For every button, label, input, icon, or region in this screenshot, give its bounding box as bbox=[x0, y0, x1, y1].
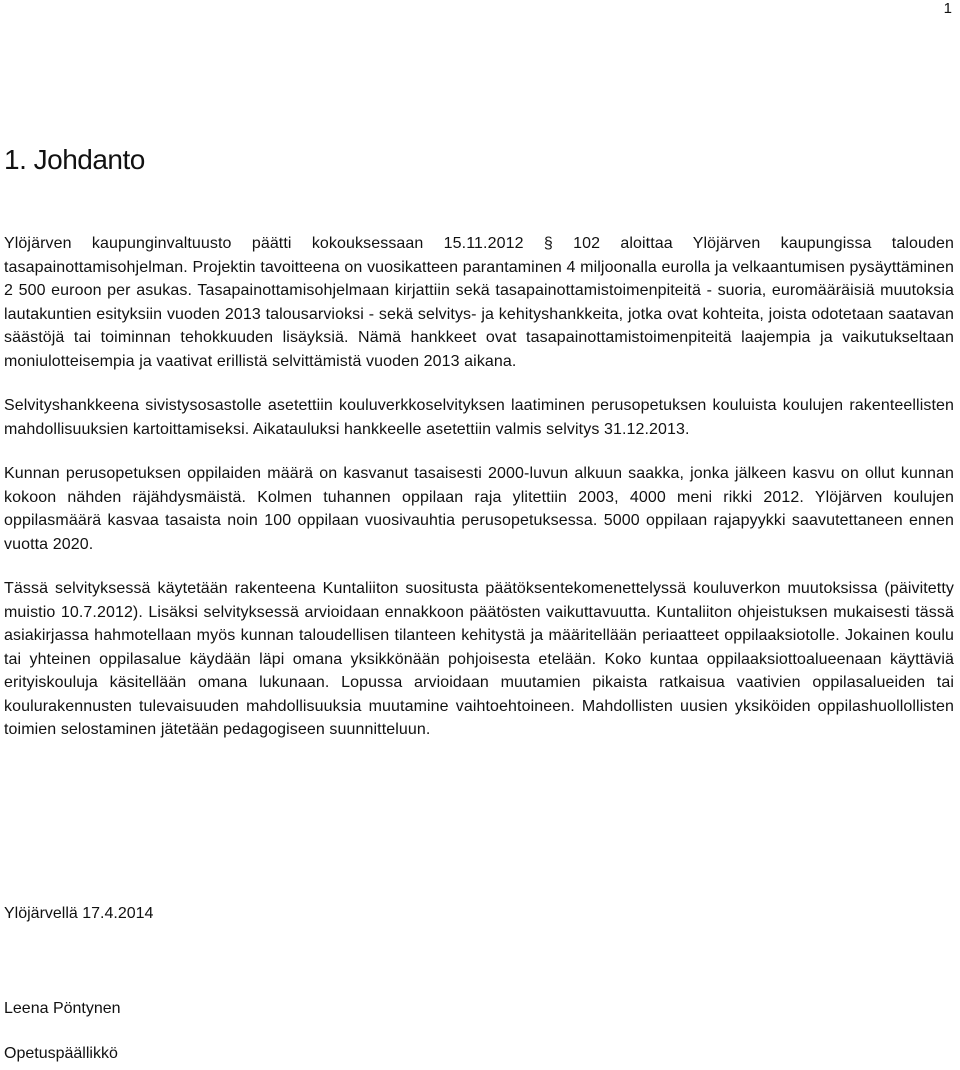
paragraph-introduction: Ylöjärven kaupunginvaltuusto päätti kokouksessaan 15.11.2012 § 102 aloittaa Ylöjärven kaupungissa talouden tasapainottamisohjelman. Projektin tavoitteena on vuosikatteen parantaminen 4 miljoonalla eurolla ja velkaantumisen pysäyttäminen 2 500 euroon per asukas. Tasapainottamisohjelmaan kirjattiin sekä tasapainottamistoimenpiteitä - suoria, euromääräisiä muutoksia lautakuntien esityksiin vuoden 2013 talousarvioksi - sekä selvitys- ja kehityshankkeita, jotka ovat kohteita, joista odotetaan saatavan säästöjä tai toiminnan tehokkuuden lisäyksiä. Nämä hankkeet ovat tasapainottamistoimenpiteitä laajempia ja vaikutukseltaan moniulotteisempia ja vaativat erillistä selvittämistä vuoden 2013 aikana. bbox=[4, 235, 954, 370]
paragraph-report-structure: Tässä selvityksessä käytetään rakenteena Kuntaliiton suositusta päätöksentekomenettelyssä kouluverkon muutoksissa (päivitetty muistio 10.7.2012). Lisäksi selvityksessä arvioidaan ennakkoon päätösten vaikuttavuutta. Kuntaliiton ohjeistuksen mukaisesti tässä asiakirjassa hahmotellaan myös kunnan taloudellisen tilanteen kehitystä ja määritellään periaatteet oppilaaksiotolle. Jokainen koulu tai yhteinen oppilasalue käydään läpi omana yksikkönään pohjoisesta etelään. Koko kuntaa oppilaaksiottoalueenaan käyttäviä erityiskouluja käsitellään omana lukunaan. Lopussa arvioidaan muutamien pikaista ratkaisua vaativien oppilasalueiden tai koulurakennusten tulevaisuuden mahdollisuuksia muutamine vaihtoehtoineen. Mahdollisten uusien yksiköiden oppilashuollollisten toimien selostaminen jätetään pedagogiseen suunnitteluun. bbox=[4, 580, 954, 738]
signer-name: Leena Pöntynen bbox=[4, 1000, 121, 1017]
paragraph-pupil-growth: Kunnan perusopetuksen oppilaiden määrä on kasvanut tasaisesti 2000-luvun alkuun saakka, jonka jälkeen kasvu on ollut kunnan kokoon nähden räjähdysmäistä. Kolmen tuhannen oppilaan raja ylitettiin 2003, 4000 meni rikki 2012. Ylöjärven koulujen oppilasmäärä kasvaa tasaista noin 100 oppilaan vuosivauhtia perusopetuksessa. 5000 oppilaan rajapyykki saavutettaneen ennen vuotta 2020. bbox=[4, 465, 954, 553]
paragraph-survey-project: Selvityshankkeena sivistysosastolle asetettiin kouluverkkoselvityksen laatiminen perusopetuksen kouluista koulujen rakenteellisten mahdollisuuksien kartoittamiseksi. Aikatauluksi hankkeelle asetettiin valmis selvitys 31.12.2013. bbox=[4, 397, 954, 438]
page-number: 1 bbox=[943, 0, 952, 17]
body-text bbox=[4, 232, 954, 763]
section-heading: 1. Johdanto bbox=[4, 144, 145, 175]
place-date: Ylöjärvellä 17.4.2014 bbox=[4, 905, 154, 922]
signer-title: Opetuspäällikkö bbox=[4, 1045, 118, 1062]
